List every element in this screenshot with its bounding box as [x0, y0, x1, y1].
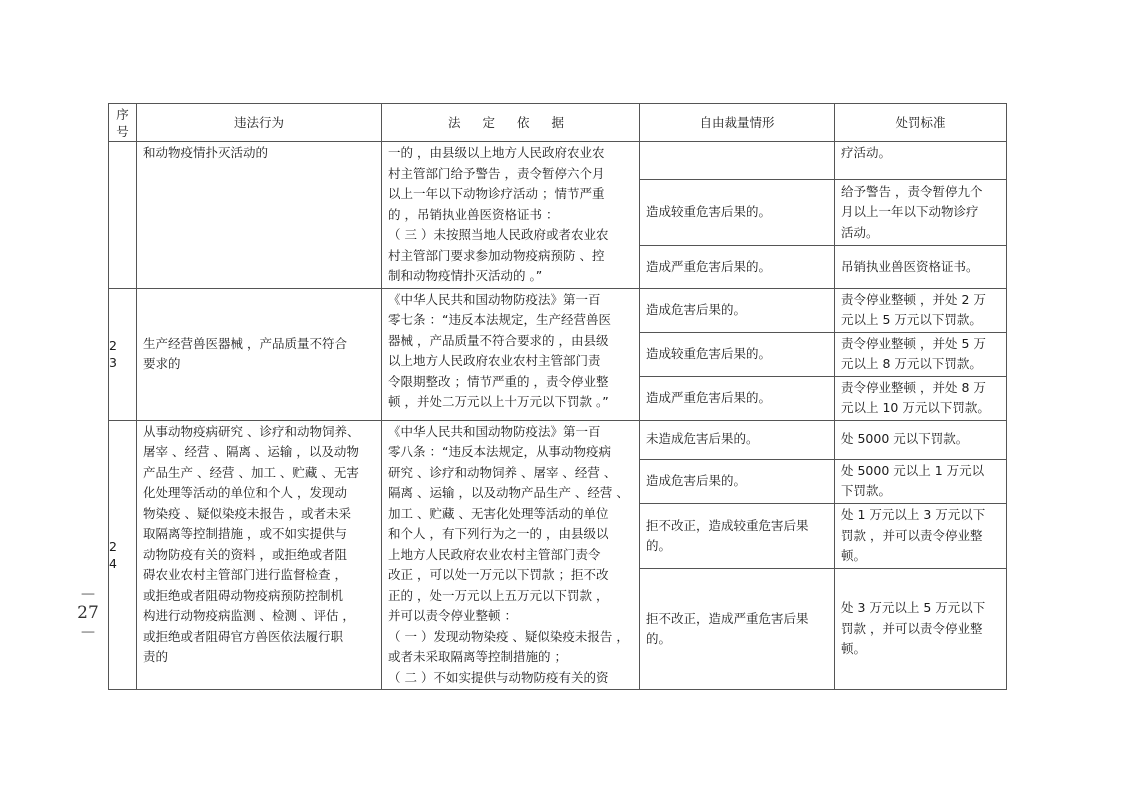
penalty-cell: 疗活动。 [835, 142, 1007, 180]
penalty-cell: 处 3 万元以上 5 万元以下 罚款 ，并可以责令停业整 顿。 [835, 569, 1007, 690]
discretion-cell: 造成严重危害后果的。 [640, 246, 835, 288]
header-penalty: 处罚标准 [835, 104, 1007, 142]
discretion-cell: 造成较重危害后果的。 [640, 180, 835, 246]
discretion-cell: 造成严重危害后果的。 [640, 376, 835, 420]
discretion-cell: 拒不改正，造成较重危害后果 的。 [640, 504, 835, 569]
header-basis: 法 定 依 据 [382, 104, 640, 142]
discretion-cell: 未造成危害后果的。 [640, 420, 835, 459]
header-discretion: 自由裁量情形 [640, 104, 835, 142]
legal-basis: 一的 ，由县级以上地方人民政府农业农 村主管部门给予警告 ，责令暂停六个月 以上一年以下动物诊疗活动 ；情节严重 的 ，吊销执业兽医资格证书 ： （ 三 ）未按照当地人民政府或者农业农 村主管部门要求参加动物疫病预防 、控 制和动物疫情扑灭活动的 。” [382, 142, 640, 289]
violation-act: 生产经营兽医器械 ，产品质量不符合 要求的 [137, 288, 382, 420]
page-dash-top: — [81, 586, 95, 602]
violation-act: 和动物疫情扑灭活动的 [137, 142, 382, 289]
page-dash-bottom: — [81, 624, 95, 640]
penalty-cell: 处 1 万元以上 3 万元以下 罚款 ，并可以责令停业整 顿。 [835, 504, 1007, 569]
page-number-value: 27 [77, 603, 99, 623]
legal-basis: 《中华人民共和国动物防疫法》第一百 零七条 ：“违反本法规定，生产经营兽医 器械 ，产品质量不符合要求的 ，由县级 以上地方人民政府农业农村主管部门责 令限期整改 ；情节严重的 ，责令停业整 顿 ，并处二万元以上十万元以下罚款 。” [382, 288, 640, 420]
discretion-cell: 造成较重危害后果的。 [640, 332, 835, 376]
header-act: 违法行为 [137, 104, 382, 142]
penalty-cell: 处 5000 元以下罚款。 [835, 420, 1007, 459]
penalty-cell: 给予警告 ，责令暂停九个 月以上一年以下动物诊疗 活动。 [835, 180, 1007, 246]
penalty-cell: 责令停业整顿 ，并处 5 万 元以上 8 万元以下罚款。 [835, 332, 1007, 376]
discretion-cell [640, 142, 835, 180]
header-no: 序 号 [109, 104, 137, 142]
row-number: 2 4 [109, 420, 137, 690]
penalty-cell: 处 5000 元以上 1 万元以 下罚款。 [835, 459, 1007, 503]
discretion-cell: 造成危害后果的。 [640, 288, 835, 332]
row-number [109, 142, 137, 289]
page-number [76, 585, 100, 641]
penalty-cell: 责令停业整顿 ，并处 8 万 元以上 10 万元以下罚款。 [835, 376, 1007, 420]
discretion-cell: 造成危害后果的。 [640, 459, 835, 503]
penalty-cell: 责令停业整顿 ，并处 2 万 元以上 5 万元以下罚款。 [835, 288, 1007, 332]
row-number: 2 3 [109, 288, 137, 420]
table-row [109, 288, 1007, 332]
legal-basis: 《中华人民共和国动物防疫法》第一百 零八条 ：“违反本法规定，从事动物疫病 研究 、诊疗和动物饲养 、屠宰 、经营 、 隔离 、运输 ，以及动物产品生产 、经营 、 加工 、贮藏 、无害化处理等活动的单位 和个人 ，有下列行为之一的 ，由县级以 上地方人民政府农业农村主管部门责令 改正 ，可以处一万元以下罚款 ；拒不改 正的 ，处一万元以上五万元以下罚款 ， 并可以责令停业整顿 ： （ 一 ）发现动物染疫 、疑似染疫未报告 ， 或者未采取隔离等控制措施的 ； （ 二 ）不如实提供与动物防疫有关的资 [382, 420, 640, 690]
violation-act: 从事动物疫病研究 、诊疗和动物饲养、 屠宰 、经营 、隔离 、运输 ，以及动物 产品生产 、经营 、加工 、贮藏 、无害 化处理等活动的单位和个人 ，发现动 物染疫 、疑似染疫未报告 ，或者未采 取隔离等控制措施 ，或不如实提供与 动物防疫有关的资料 ，或拒绝或者阻 碍农业农村主管部门进行监督检查 ， 或拒绝或者阻碍动物疫病预防控制机 构进行动物疫病监测 、检测 、评估 ， 或拒绝或者阻碍官方兽医依法履行职 责的 [137, 420, 382, 690]
table-row [109, 420, 1007, 459]
discretion-cell: 拒不改正，造成严重危害后果 的。 [640, 569, 835, 690]
regulation-table [108, 103, 1007, 690]
penalty-cell: 吊销执业兽医资格证书。 [835, 246, 1007, 288]
table-row [109, 142, 1007, 180]
table-header-row [109, 104, 1007, 142]
